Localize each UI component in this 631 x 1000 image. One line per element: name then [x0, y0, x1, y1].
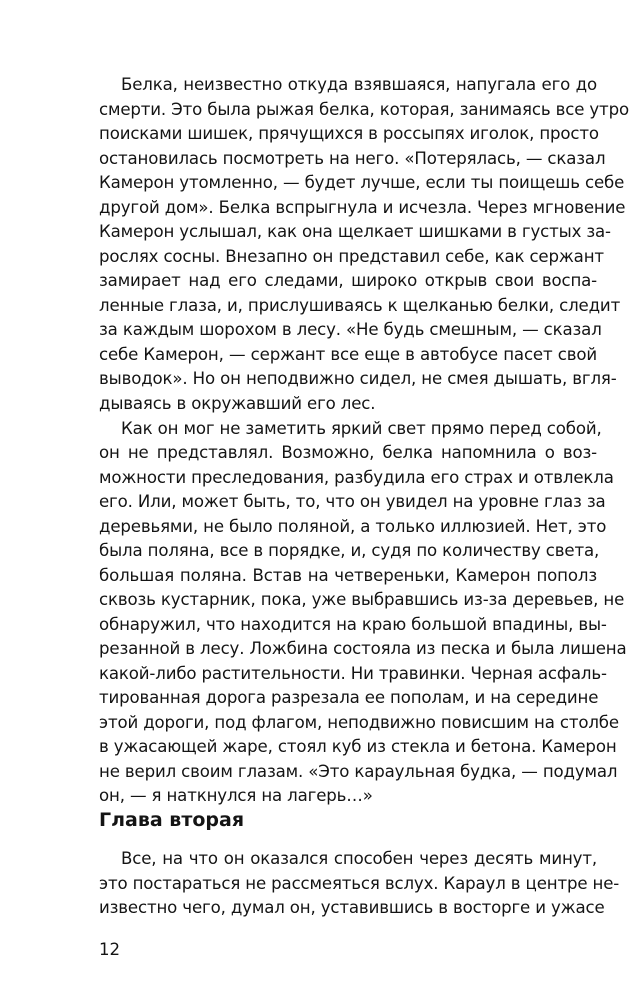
text-line: он не представлял. Возможно, белка напомнила о воз- — [99, 443, 597, 462]
text-line: Как он мог не заметить яркий свет прямо перед собой, — [121, 418, 602, 438]
text-line: он, — я наткнулся на лагерь…» — [99, 786, 373, 805]
text-line: не верил своим глазам. «Это караульная будка, — подумал — [99, 761, 618, 781]
text-line: это постараться не рассмеяться вслух. Караул в центре не- — [99, 873, 620, 893]
text-line: была поляна, все в порядке, и, судя по количеству света, — [99, 541, 600, 560]
text-line: себе Камерон, — сержант все еще в автобусе пасет свой — [99, 344, 597, 364]
text-line: какой-либо растительности. Ни травинки. Черная асфаль- — [99, 663, 607, 683]
text-line: за каждым шорохом в лесу. «Не будь смешным, — сказал — [99, 320, 602, 339]
text-line: в ужасающей жаре, стоял куб из стекла и бетона. Камерон — [99, 737, 617, 756]
text-line: другой дом». Белка вспрыгнула и исчезла. Через мгновение — [99, 197, 626, 217]
text-line: ленные глаза, и, прислушиваясь к щелканью белки, следит — [99, 295, 621, 315]
text-line: тированная дорога разрезала ее пополам, и на середине — [99, 688, 599, 707]
text-line: остановилась посмотреть на него. «Потерялась, — сказал — [99, 148, 606, 168]
text-line: поисками шишек, прячущихся в россыпях иголок, просто — [99, 124, 599, 143]
text-line: его. Или, может быть, то, что он увидел на уровне глаз за — [99, 492, 606, 511]
text-line: Камерон утомленно, — будет лучше, если ты поищешь себе — [99, 173, 625, 192]
text-line: известно чего, думал он, уставившись в восторге и ужасе — [99, 898, 605, 917]
text-line: рослях сосны. Внезапно он представил себе, как сержант — [99, 246, 604, 266]
text-line: замирает над его следами, широко открыв свои воспа- — [99, 271, 597, 290]
text-line: Белка, неизвестно откуда взявшаяся, напугала его до — [121, 75, 597, 94]
text-line: выводок». Но он неподвижно сидел, не смея дышать, вгля- — [99, 369, 617, 388]
text-line: Все, на что он оказался способен через десять минут, — [121, 849, 597, 868]
text-line: обнаружил, что находится на краю большой впадины, вы- — [99, 614, 607, 634]
text-line: можности преследования, разбудила его страх и отвлекла — [99, 467, 614, 487]
text-line: Камерон услышал, как она щелкает шишками в густых за- — [99, 222, 611, 241]
chapter-heading: Глава вторая — [99, 809, 245, 831]
text-line: смерти. Это была рыжая белка, которая, занимаясь все утро — [99, 99, 629, 119]
text-line: резанной в лесу. Ложбина состояла из песка и была лишена — [99, 639, 627, 658]
text-line: большая поляна. Встав на четвереньки, Камерон пополз — [99, 565, 597, 585]
text-line: этой дороги, под флагом, неподвижно повисшим на столбе — [99, 712, 619, 732]
page-number: 12 — [99, 940, 121, 959]
text-line: сквозь кустарник, пока, уже выбравшись из-за деревьев, не — [99, 590, 625, 609]
text-line: дываясь в окружавший его лес. — [99, 393, 376, 413]
text-line: деревьями, не было поляной, а только иллюзией. Нет, это — [99, 516, 607, 536]
